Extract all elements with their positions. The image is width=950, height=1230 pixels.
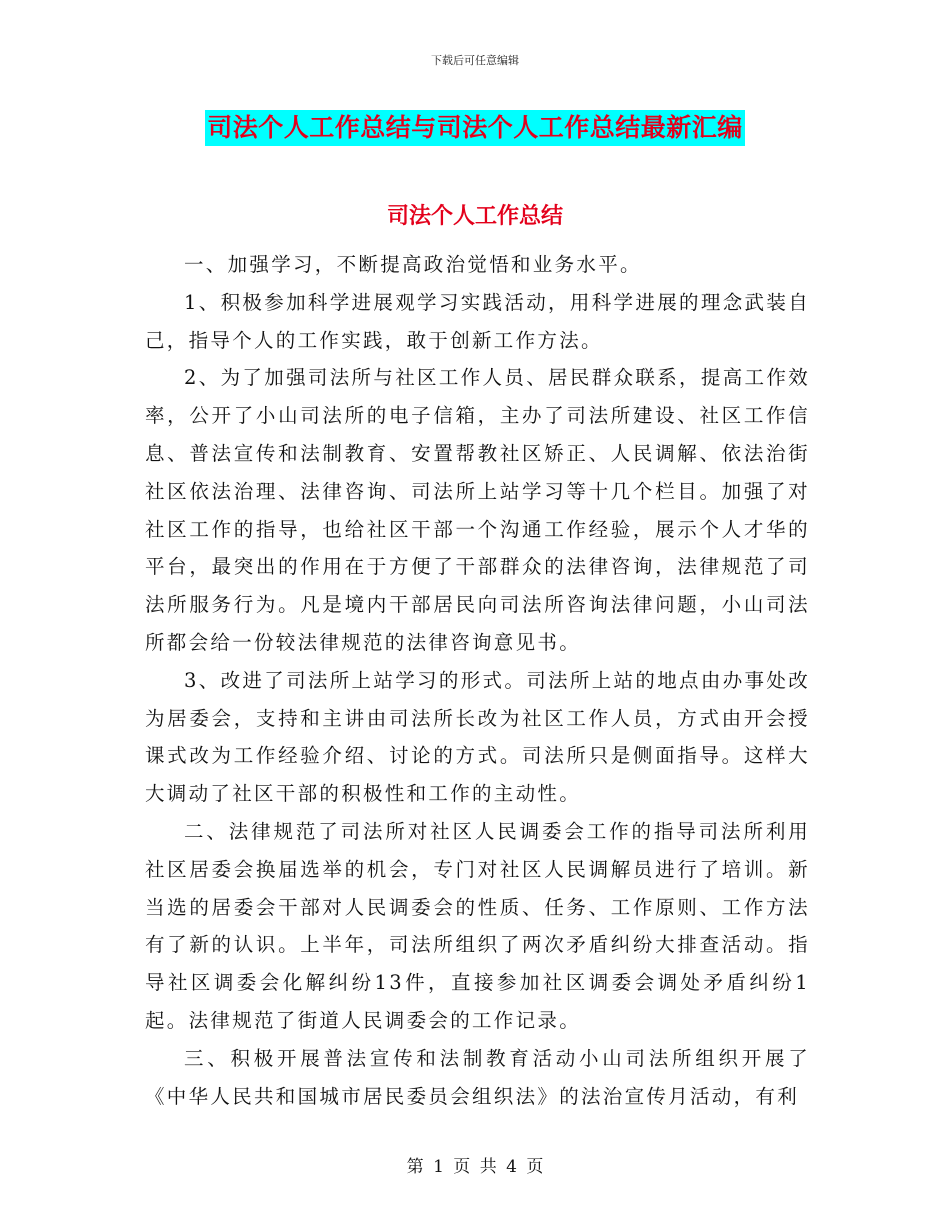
header-note: 下载后可任意编辑 (431, 54, 519, 67)
paragraph: 一、加强学习，不断提高政治觉悟和业务水平。 (184, 253, 642, 276)
document-title: 司法个人工作总结与司法个人工作总结最新汇编 (205, 110, 745, 146)
paragraph: 三、积极开展普法宣传和法制教育活动小山司法所组织开展了《中华人民共和国城市居民委员会组织法》的法治宣传月活动，有利 (145, 1046, 810, 1108)
document-body (145, 246, 810, 1115)
document-title-wrap (0, 110, 950, 146)
page-footer: 第 1 页 共 4 页 (406, 1157, 544, 1177)
paragraph: 3、改进了司法所上站学习的形式。司法所上站的地点由办事处改为居委会，支持和主讲由司法所长改为社区工作人员，方式由开会授课式改为工作经验介绍、讨论的方式。司法所只是侧面指导。这样大大调动了社区干部的积极性和工作的主动性。 (145, 668, 810, 806)
section-title: 司法个人工作总结 (386, 204, 563, 229)
paragraph: 2、为了加强司法所与社区工作人员、居民群众联系，提高工作效率，公开了小山司法所的电子信箱，主办了司法所建设、社区工作信息、普法宣传和法制教育、安置帮教社区矫正、人民调解、依法治街社区依法治理、法律咨询、司法所上站学习等十几个栏目。加强了对社区工作的指导，也给社区干部一个沟通工作经验，展示个人才华的平台，最突出的作用在于方便了干部群众的法律咨询，法律规范了司法所服务行为。凡是境内干部居民向司法所咨询法律问题，小山司法所都会给一份较法律规范的法律咨询意见书。 (145, 366, 810, 654)
paragraph: 二、法律规范了司法所对社区人民调委会工作的指导司法所利用社区居委会换届选举的机会，专门对社区人民调解员进行了培训。新当选的居委会干部对人民调委会的性质、任务、工作原则、工作方法有了新的认识。上半年，司法所组织了两次矛盾纠纷大排查活动。指导社区调委会化解纠纷13件，直接参加社区调委会调处矛盾纠纷1起。法律规范了街道人民调委会的工作记录。 (145, 819, 810, 1032)
paragraph: 1、积极参加科学进展观学习实践活动，用科学进展的理念武装自己，指导个人的工作实践，敢于创新工作方法。 (145, 290, 810, 352)
